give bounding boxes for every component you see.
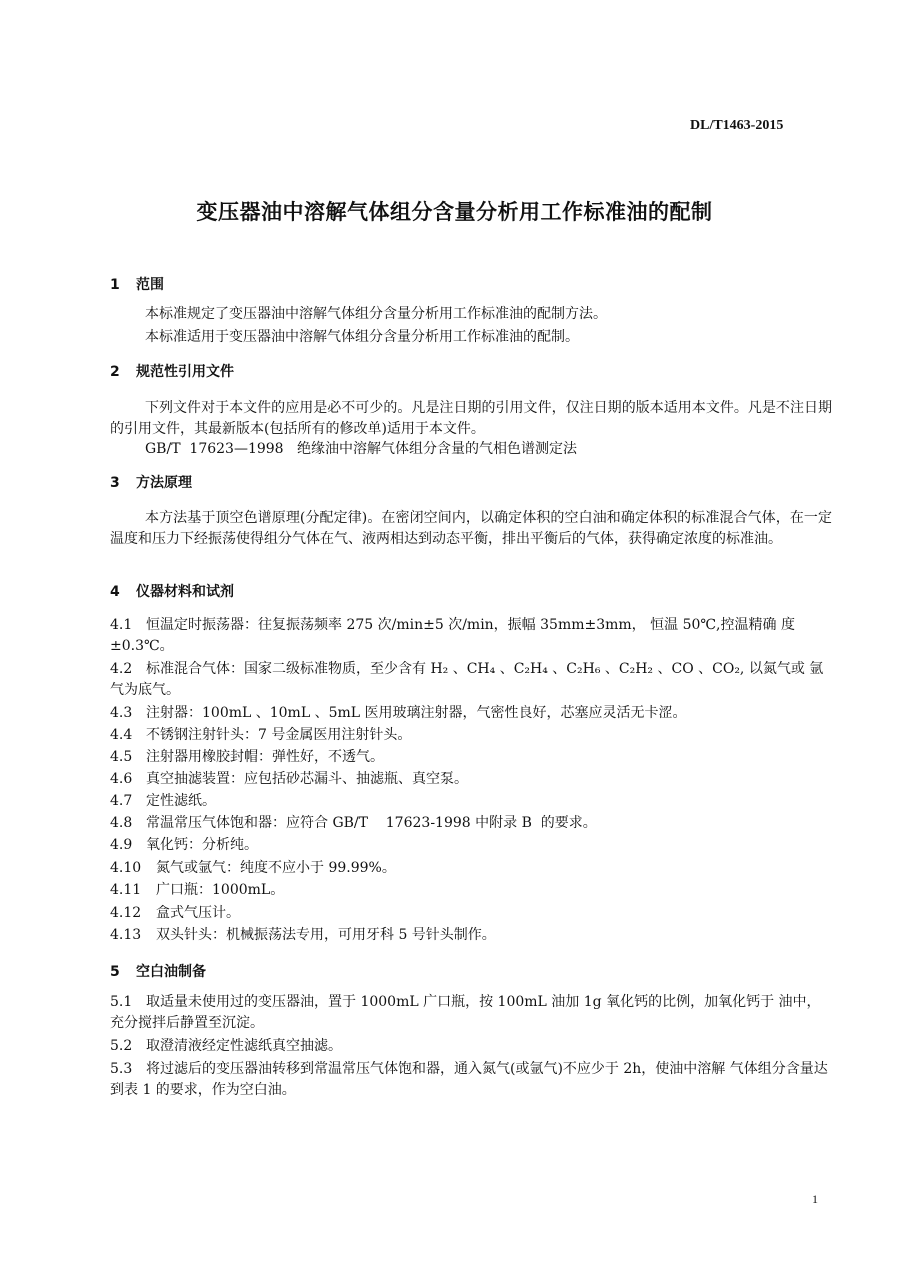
item-number: 4.10 bbox=[110, 860, 142, 876]
item-number: 5.1 bbox=[110, 994, 133, 1010]
section-title: 空白油制备 bbox=[136, 964, 206, 980]
list-item bbox=[110, 903, 832, 924]
item-text: 真空抽滤装置：应包括砂芯漏斗、抽滤瓶、真空泵。 bbox=[146, 771, 468, 787]
list-item bbox=[110, 615, 832, 657]
item-text: 双头针头：机械振荡法专用，可用牙科 5 号针头制作。 bbox=[156, 927, 496, 943]
list-item bbox=[110, 813, 832, 834]
section-number: 3 bbox=[110, 475, 120, 491]
item-number: 4.2 bbox=[110, 661, 133, 677]
item-text: 注射器用橡胶封帽：弹性好，不透气。 bbox=[146, 749, 384, 765]
list-item bbox=[110, 703, 832, 724]
item-text: 定性滤纸。 bbox=[146, 793, 216, 809]
item-text: 常温常压气体饱和器：应符合 GB/T 17623-1998 中附录 B 的要求。 bbox=[146, 815, 597, 831]
item-number: 4.3 bbox=[110, 705, 133, 721]
list-item bbox=[110, 1059, 832, 1101]
item-number: 4.11 bbox=[110, 882, 142, 898]
reference-entry: GB/T 17623—1998 绝缘油中溶解气体组分含量的气相色谱测定法 bbox=[145, 441, 577, 457]
list-item bbox=[110, 769, 832, 790]
item-text: 取澄清液经定性滤纸真空抽滤。 bbox=[146, 1038, 342, 1054]
item-text: 不锈钢注射针头：7 号金属医用注射针头。 bbox=[146, 727, 412, 743]
list-item bbox=[110, 1036, 832, 1057]
section-number: 4 bbox=[110, 584, 120, 600]
list-item bbox=[110, 880, 832, 901]
section-title: 方法原理 bbox=[136, 475, 192, 491]
standard-code: DL/T1463-2015 bbox=[690, 118, 784, 133]
section-heading-1 bbox=[110, 274, 164, 294]
paragraph: 本方法基于顶空色谱原理(分配定律)。在密闭空间内，以确定体积的空白油和确定体积的标准混合气体，在一定温度和压力下经振荡使得组分气体在气、液两相达到动态平衡，排出平衡后的气体，获得确定浓度的标准油。 bbox=[110, 510, 832, 547]
list-item bbox=[110, 925, 832, 946]
item-text: 注射器：100mL 、10mL 、5mL 医用玻璃注射器，气密性良好，芯塞应灵活无卡涩。 bbox=[146, 705, 687, 721]
item-number: 5.2 bbox=[110, 1038, 133, 1054]
section-title: 范围 bbox=[136, 277, 164, 293]
section-heading-2 bbox=[110, 361, 234, 381]
item-text: 氮气或氩气：纯度不应小于 99.99%。 bbox=[156, 860, 396, 876]
paragraph: 本标准适用于变压器油中溶解气体组分含量分析用工作标准油的配制。 bbox=[145, 329, 579, 345]
item-text: 氧化钙：分析纯。 bbox=[146, 837, 258, 853]
item-number: 4.13 bbox=[110, 927, 142, 943]
item-number: 4.5 bbox=[110, 749, 133, 765]
item-number: 4.1 bbox=[110, 617, 133, 633]
document-title: 变压器油中溶解气体组分含量分析用工作标准油的配制 bbox=[196, 200, 713, 224]
section-heading-3 bbox=[110, 472, 192, 492]
section-title: 仪器材料和试剂 bbox=[136, 584, 234, 600]
item-number: 4.7 bbox=[110, 793, 133, 809]
item-number: 4.4 bbox=[110, 727, 133, 743]
item-number: 4.9 bbox=[110, 837, 133, 853]
list-item bbox=[110, 791, 832, 812]
section-title: 规范性引用文件 bbox=[136, 364, 234, 380]
list-item bbox=[110, 725, 832, 746]
list-item bbox=[110, 858, 832, 879]
section-number: 1 bbox=[110, 277, 120, 293]
section-heading-4 bbox=[110, 581, 234, 601]
item-number: 4.6 bbox=[110, 771, 133, 787]
list-item bbox=[110, 835, 832, 856]
item-number: 4.12 bbox=[110, 905, 142, 921]
item-number: 4.8 bbox=[110, 815, 133, 831]
item-text: 将过滤后的变压器油转移到常温常压气体饱和器，通入氮气(或氩气)不应少于 2h，使油中溶解 气体组分含量达到表 1 的要求，作为空白油。 bbox=[110, 1061, 828, 1098]
item-text: 广口瓶：1000mL。 bbox=[156, 882, 285, 898]
section-number: 5 bbox=[110, 964, 120, 980]
page-number: 1 bbox=[812, 1192, 818, 1206]
list-item bbox=[110, 747, 832, 768]
list-item bbox=[110, 992, 832, 1034]
item-number: 5.3 bbox=[110, 1061, 133, 1077]
item-text: 恒温定时振荡器：往复振荡频率 275 次/min±5 次/min，振幅 35mm±3mm， 恒温 50℃,控温精确 度±0.3℃。 bbox=[110, 617, 795, 654]
item-text: 标准混合气体：国家二级标准物质，至少含有 H₂ 、CH₄ 、C₂H₄ 、C₂H₆ 、C₂H₂ 、CO 、CO₂, 以氮气或 氩气为底气。 bbox=[110, 661, 824, 698]
section-number: 2 bbox=[110, 364, 120, 380]
list-item bbox=[110, 659, 832, 701]
item-text: 取适量未使用过的变压器油，置于 1000mL 广口瓶，按 100mL 油加 1g 氧化钙的比例，加氧化钙于 油中，充分搅拌后静置至沉淀。 bbox=[110, 994, 821, 1031]
paragraph: 本标准规定了变压器油中溶解气体组分含量分析用工作标准油的配制方法。 bbox=[145, 306, 607, 322]
section-heading-5 bbox=[110, 961, 206, 981]
item-text: 盒式气压计。 bbox=[156, 905, 240, 921]
paragraph: 下列文件对于本文件的应用是必不可少的。凡是注日期的引用文件，仅注日期的版本适用本文件。凡是不注日期的引用文件，其最新版本(包括所有的修改单)适用于本文件。 bbox=[110, 400, 832, 437]
